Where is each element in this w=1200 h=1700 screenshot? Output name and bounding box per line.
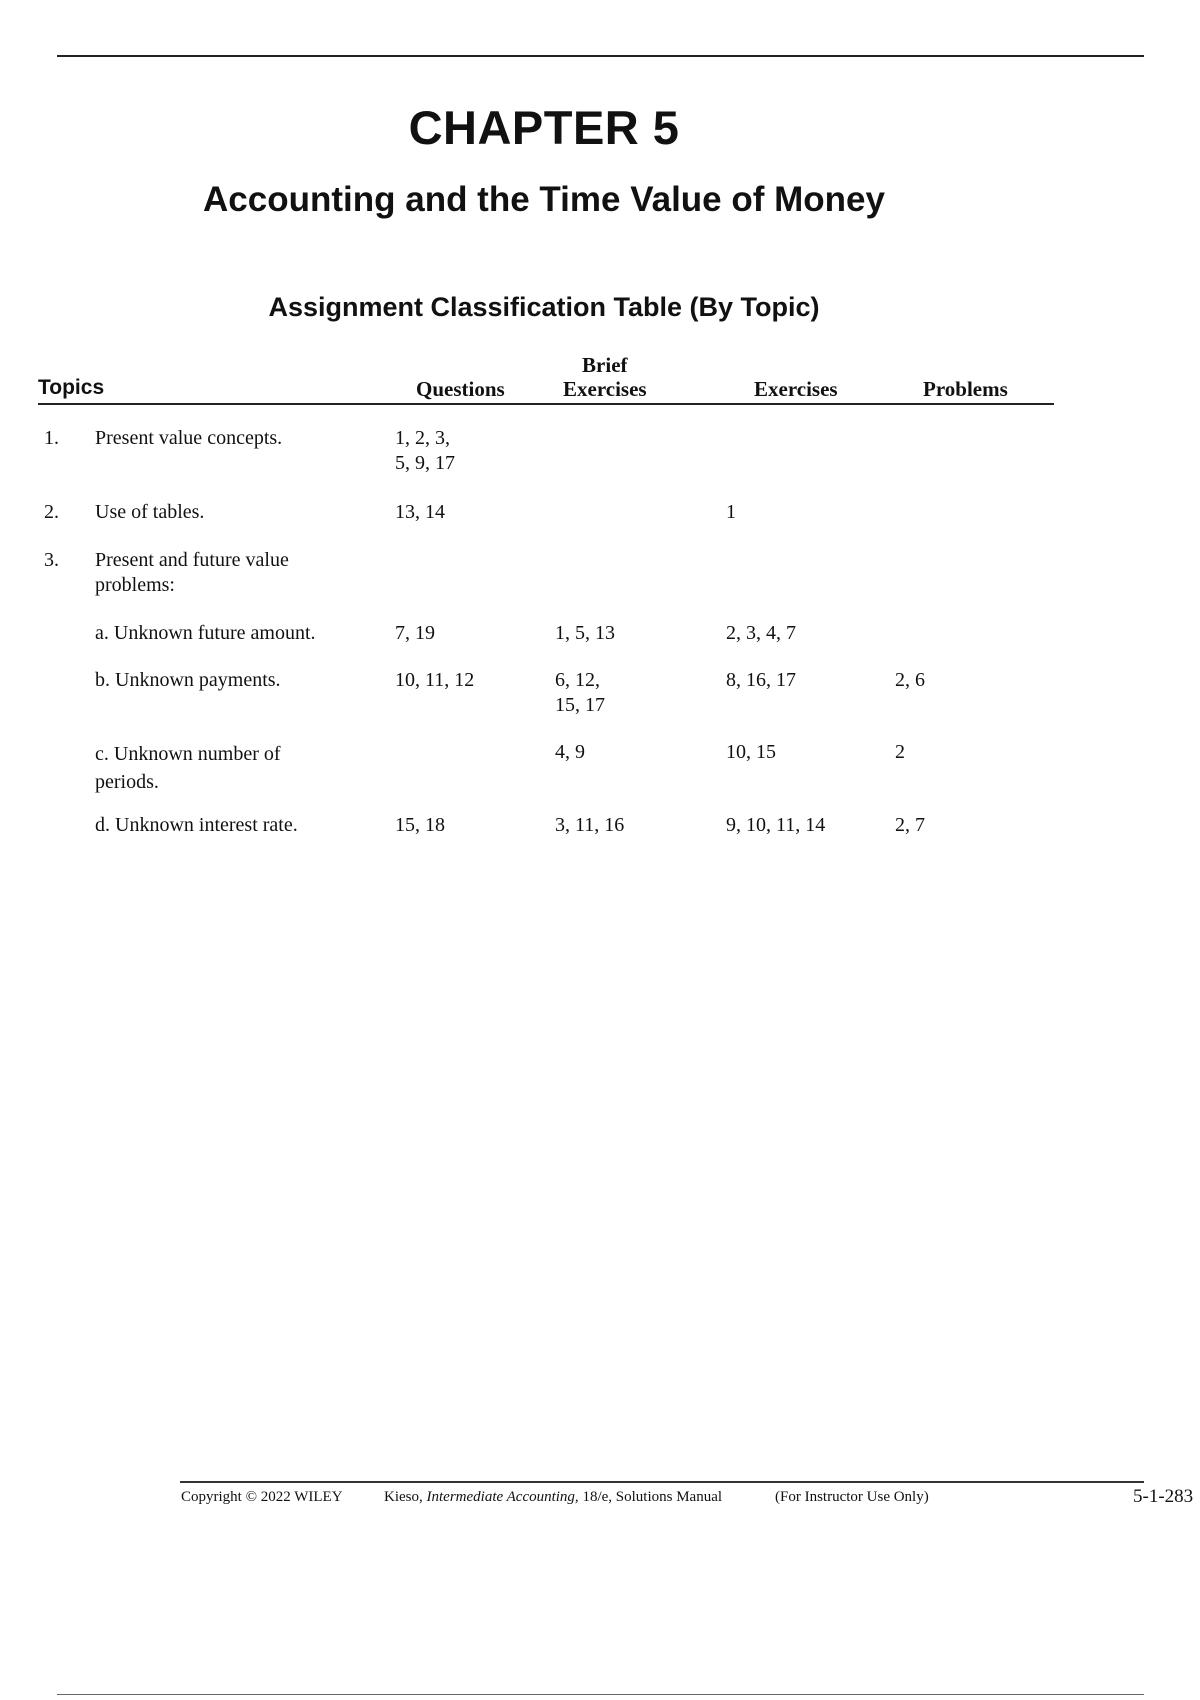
row-3a-exercises: 2, 3, 4, 7 — [726, 622, 796, 644]
row-3d-topic: d. Unknown interest rate. — [95, 814, 298, 836]
row-3-number: 3. — [44, 549, 59, 571]
row-2-questions: 13, 14 — [395, 501, 445, 523]
footer-book-rest: 18/e, Solutions Manual — [578, 1489, 723, 1505]
row-3d-exercises: 9, 10, 11, 14 — [726, 814, 826, 836]
row-2-number: 2. — [44, 501, 59, 523]
row-3c-brief: 4, 9 — [555, 741, 585, 763]
row-3c-problems: 2 — [895, 741, 905, 763]
chapter-heading: CHAPTER 5 — [408, 101, 680, 154]
footer-book — [384, 1489, 722, 1506]
header-rule — [38, 403, 1054, 405]
row-3b-topic: b. Unknown payments. — [95, 669, 281, 691]
row-3c-topic: c. Unknown number of periods. — [95, 743, 281, 793]
row-3a-brief: 1, 5, 13 — [555, 622, 615, 644]
footer-book-author: Kieso, — [384, 1489, 427, 1505]
footer-book-title: Intermediate Accounting, — [426, 1489, 579, 1505]
row-3-topic: Present and future value problems: — [95, 549, 289, 596]
column-header-exercises: Exercises — [754, 377, 838, 401]
row-3b-questions: 10, 11, 12 — [395, 669, 475, 691]
brief-header-line2: Exercises — [563, 377, 647, 401]
footer-copyright: Copyright © 2022 WILEY — [181, 1489, 343, 1505]
row-3d-questions: 15, 18 — [395, 814, 445, 836]
chapter-subtitle: Accounting and the Time Value of Money — [203, 180, 885, 219]
row-2-topic: Use of tables. — [95, 501, 205, 523]
brief-header-line1: Brief — [582, 353, 628, 377]
row-3b-brief: 6, 12, 15, 17 — [555, 669, 605, 716]
top-rule — [57, 55, 1144, 57]
column-header-topics: Topics — [38, 376, 105, 399]
row-3d-brief: 3, 11, 16 — [555, 814, 625, 836]
row-1-number: 1. — [44, 427, 59, 449]
row-3b-problems: 2, 6 — [895, 669, 925, 691]
row-3a-topic: a. Unknown future amount. — [95, 622, 316, 644]
row-1-topic: Present value concepts. — [95, 427, 283, 449]
row-2-exercises: 1 — [726, 501, 736, 523]
column-header-questions: Questions — [416, 377, 505, 401]
column-header-problems: Problems — [923, 377, 1008, 401]
footer-rule — [180, 1481, 1144, 1483]
bottom-rule — [57, 1694, 1144, 1695]
row-3c-exercises: 10, 15 — [726, 741, 776, 763]
row-1-questions: 1, 2, 3, 5, 9, 17 — [395, 427, 455, 474]
page-number: 5-1-283 — [1133, 1486, 1194, 1507]
row-3a-questions: 7, 19 — [395, 622, 435, 644]
footer-instructor-note: (For Instructor Use Only) — [775, 1489, 929, 1505]
row-3d-problems: 2, 7 — [895, 814, 925, 836]
column-header-brief-exercises — [563, 353, 647, 401]
row-3b-exercises: 8, 16, 17 — [726, 669, 796, 691]
table-title: Assignment Classification Table (By Topic) — [268, 292, 820, 322]
